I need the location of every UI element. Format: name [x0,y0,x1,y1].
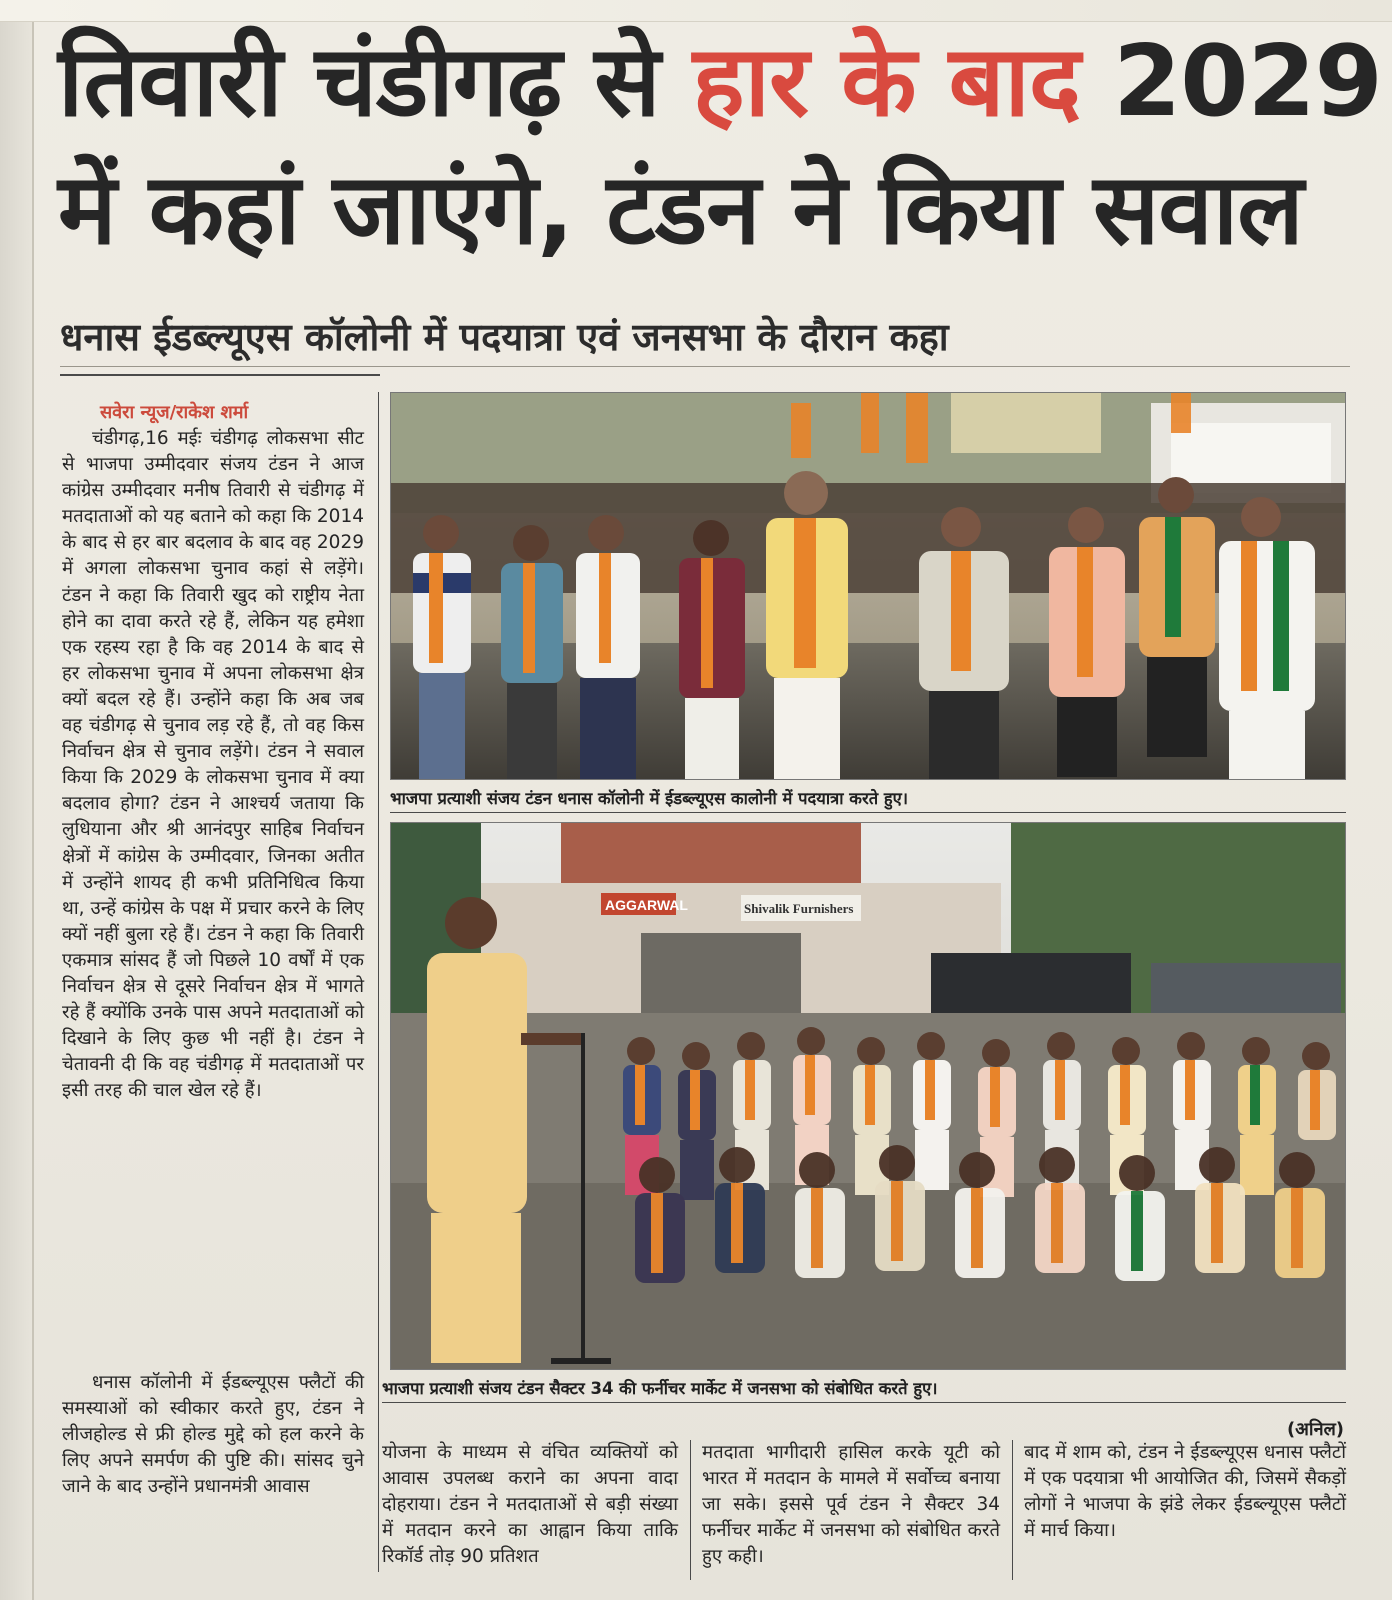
headline-red-part: हार के बाद [692,25,1080,139]
article-paragraph-4: मतदाता भागीदारी हासिल करके यूटी को भारत में मतदान के मामले में सर्वोच्च बनाया जा सके। इससे पूर्व टंडन ने सैक्टर 34 फर्नीचर मार्केट में जनसभा को संबोधित करते हुए कही। [702,1442,1000,1568]
photo-jansabha-caption: भाजपा प्रत्याशी संजय टंडन सैक्टर 34 की फर्नीचर मार्केट में जनसभा को संबोधित करते हुए। [382,1379,938,1398]
article-column-2 [382,1440,678,1585]
article-paragraph-3: योजना के माध्यम से वंचित व्यक्तियों को आवास उपलब्ध कराने का अपना वादा दोहराया। टंडन ने मतदाताओं से बड़ी संख्या में मतदान करने का आह्वान किया ताकि रिकॉर्ड तोड़ 90 प्रतिशत [382,1442,678,1568]
photo-jansabha [390,822,1346,1370]
photo-padyatra-caption: भाजपा प्रत्याशी संजय टंडन धनास कॉलोनी में ईडब्ल्यूएस कालोनी में पदयात्रा करते हुए। [390,789,908,808]
photo-jansabha-image [391,823,1346,1370]
caption-rule-2 [382,1402,1346,1403]
column-top-rule [60,374,380,376]
article-paragraph-5: बाद में शाम को, टंडन ने ईडब्ल्यूएस धनास फ्लैटों में एक पदयात्रा भी आयोजित की, जिसमें सैकड़ों लोगों ने भाजपा के झंडे लेकर ईडब्ल्यूएस फ्लैटों में मार्च किया। [1024,1442,1346,1542]
headline-part-1: तिवारी चंडीगढ़ से [58,25,693,139]
page-fold-shadow [0,22,34,1600]
sign-aggarwal: AGGARWAL [605,897,688,913]
article-column-1-cont [62,1370,364,1580]
headline-line-1 [58,18,1382,146]
headline [58,18,1382,274]
sign-shivalik: Shivalik Furnishers [744,901,854,916]
column-divider-2 [690,1440,691,1580]
headline-part-3: 2029 [1079,25,1382,139]
column-divider [378,392,379,1572]
article-paragraph-1: चंडीगढ़,16 मईः चंडीगढ़ लोकसभा सीट से भाजपा उम्मीदवार संजय टंडन ने आज कांग्रेस उम्मीदवार मनीष तिवारी से चंडीगढ़ में मतदाताओं को यह बताने को कहा कि 2014 के बाद से हर बार बदलाव के बाद वह 2029 में अगला लोकसभा चुनाव कहां से लड़ेंगे। टंडन ने कहा कि तिवारी खुद को राष्ट्रीय नेता होने का दावा करते रहे हैं, लेकिन यह हमेशा एक रहस्य रहा है कि वह 2014 के बाद से हर लोकसभा चुनाव में अपना लोकसभा क्षेत्र क्यों बदल रहे हैं। उन्होंने कहा कि अब जब वह चंडीगढ़ से चुनाव लड़ रहे हैं, तो वह किस निर्वाचन क्षेत्र से चुनाव लड़ेंगे। टंडन ने सवाल किया कि 2029 के लोकसभा चुनाव में क्या बदलाव होगा? टंडन ने आश्चर्य जताया कि लुधियाना और श्री आनंदपुर साहिब निर्वाचन क्षेत्रों में कांग्रेस के उम्मीदवार, जिनका अतीत में उन्होंने शायद ही कभी प्रतिनिधित्व किया था, उन्हें कांग्रेस के पक्ष में प्रचार करने के लिए क्यों नहीं बुला रहे हैं। टंडन ने कहा कि तिवारी एकमात्र सांसद हैं जो पिछले 10 वर्षों में एक निर्वाचन क्षेत्र से दूसरे निर्वाचन क्षेत्र में भागते रहे हैं क्योंकि उनके पास अपने मतदाताओं को दिखाने के लिए कुछ भी नहीं है। टंडन ने चेतावनी दी कि वह चंडीगढ़ में मतदाताओं पर इसी तरह की चाल खेल रहे हैं। [62,428,364,1102]
article-column-3 [702,1440,1000,1585]
subheadline: धनास ईडब्ल्यूएस कॉलोनी में पदयात्रा एवं जनसभा के दौरान कहा [60,315,949,359]
photo-credit: (अनिल) [1286,1419,1344,1440]
column-divider-3 [1012,1440,1013,1580]
article-paragraph-2: धनास कॉलोनी में ईडब्ल्यूएस फ्लैटों की समस्याओं को स्वीकार करते हुए, टंडन ने लीजहोल्ड से फ्री होल्ड मुद्दे को हल करने के लिए अपने समर्पण की पुष्टि की। सांसद चुने जाने के बाद उन्होंने प्रधानमंत्री आवास [62,1372,364,1498]
photo-padyatra [390,392,1346,780]
caption-rule-1 [390,812,1346,813]
headline-line-2: में कहां जाएंगे, टंडन ने किया सवाल [58,153,1303,267]
article-column-4 [1024,1440,1346,1585]
photo-padyatra-image [391,393,1346,780]
article-column-1 [62,426,364,1356]
subhead-rule [60,366,1350,367]
byline: सवेरा न्यूज/राकेश शर्मा [100,402,249,423]
